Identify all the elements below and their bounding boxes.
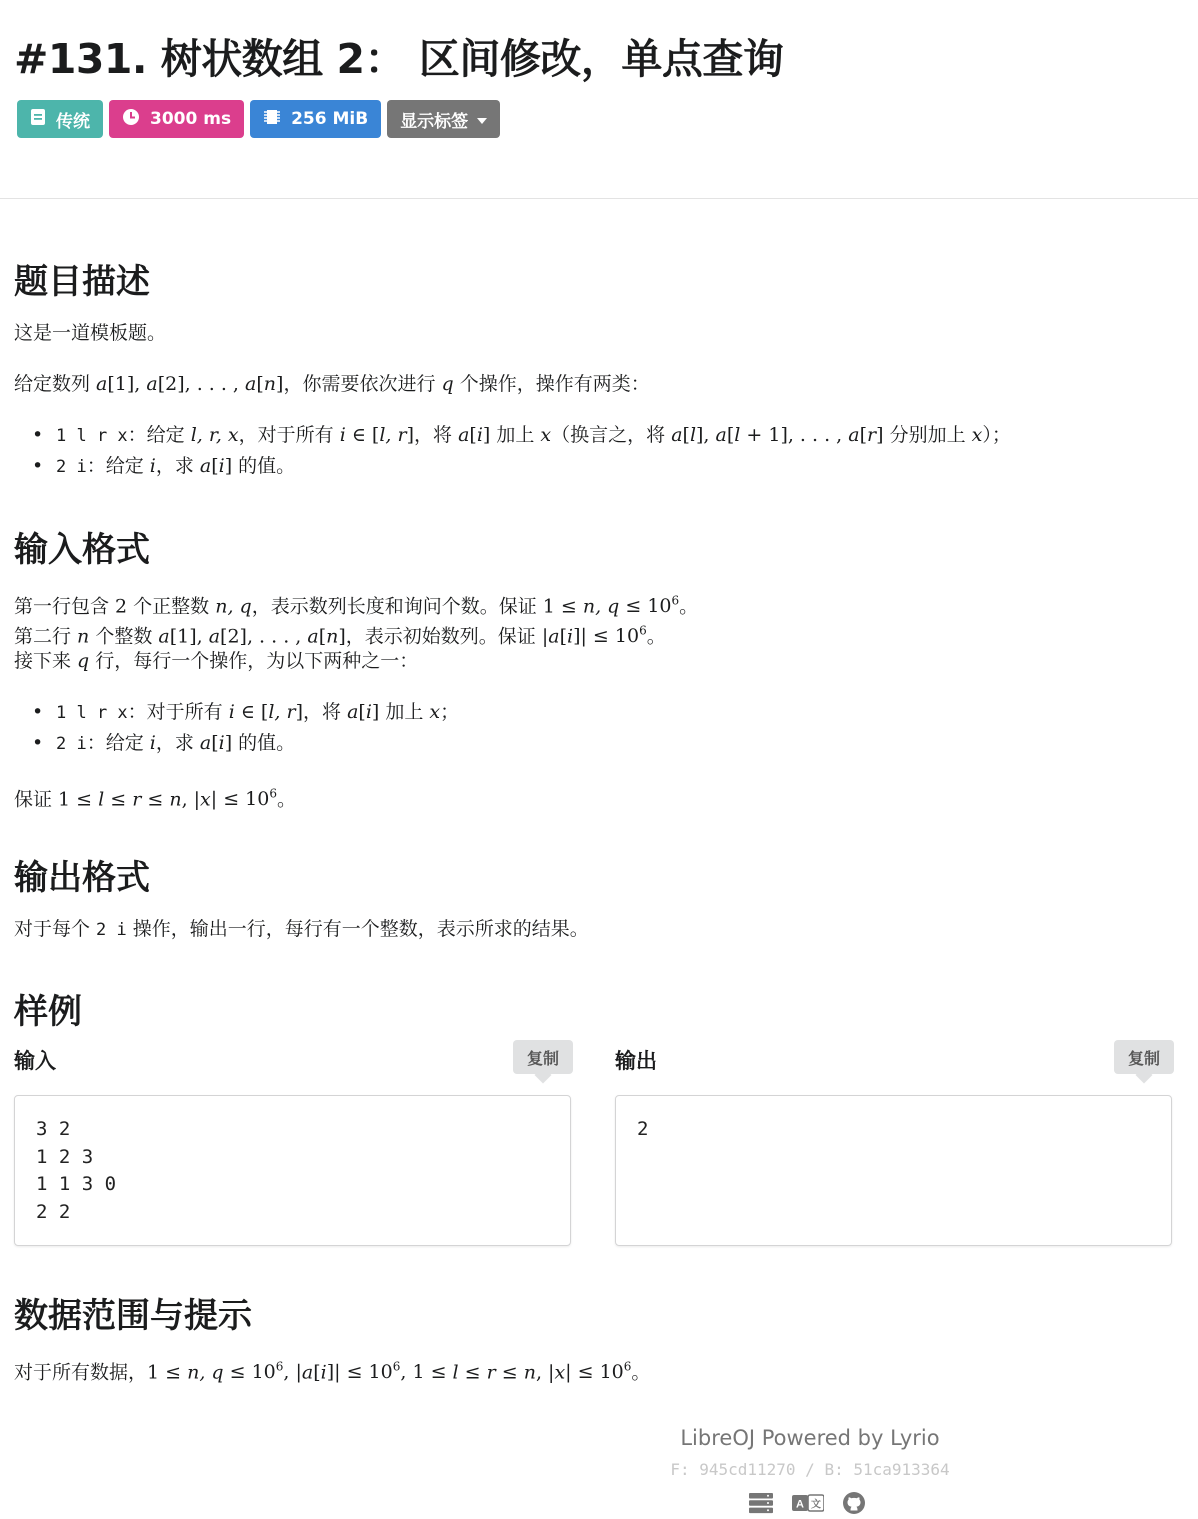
input-format-heading: 输入格式 [14, 530, 150, 570]
clock-icon [122, 108, 140, 131]
server-icon[interactable] [748, 1492, 774, 1518]
footer-icons [748, 1491, 866, 1519]
description-op2: • 2 i：给定 i，求 a[i] 的值。 [34, 451, 295, 482]
memory-limit-label [250, 100, 381, 138]
samples-heading: 样例 [14, 992, 82, 1032]
svg-text:A: A [796, 1498, 804, 1511]
description-heading: 题目描述 [14, 262, 150, 302]
caret-down-icon [477, 109, 487, 129]
document-icon [30, 108, 46, 131]
footer-build: F: 945cd11270 / B: 51ca913364 [670, 1460, 950, 1479]
show-tags-button[interactable] [387, 100, 500, 138]
input-op1: • 1 l r x：对于所有 i ∈ [l, r]，将 a[i] 加上 x； [34, 697, 459, 728]
sample-input-box[interactable] [14, 1095, 571, 1246]
show-tags-text: 显示标签 [400, 111, 469, 132]
description-op1: • 1 l r x：给定 l, r, x，对于所有 i ∈ [l, r]，将 a[i] 加上 x（换言之，将 a[l], a[l + 1], . . . , a[r] 分别加上 x）； [34, 420, 1011, 451]
svg-text:文: 文 [811, 1499, 821, 1511]
description-p2: 给定数列 a[1], a[2], . . . , a[n]，你需要依次进行 q 个操作，操作有两类： [14, 373, 650, 395]
input-op2: • 2 i：给定 i，求 a[i] 的值。 [34, 728, 295, 759]
memory-limit-text: 256 MiB [291, 109, 369, 129]
chip-icon [263, 108, 281, 131]
type-label-text: 传统 [56, 111, 90, 132]
sample-input-value: 3 2 1 2 3 1 1 3 0 2 2 [36, 1118, 117, 1223]
input-guarantee: 保证 1 ≤ l ≤ r ≤ n, $|x| \le 10^6$。 [14, 787, 296, 811]
output-text: 对于每个 2 i 操作，输出一行，每行有一个整数，表示所求的结果。 [14, 918, 589, 940]
header-divider [0, 198, 1198, 199]
problem-labels [17, 100, 500, 138]
input-line1: 第一行包含 2 个正整数 n, q，表示数列长度和询问个数。保证 1 ≤ n, $q \le 10^6$。 [14, 594, 699, 618]
sample-output-value: 2 [637, 1118, 649, 1140]
type-label [17, 100, 103, 138]
footer-powered: LibreOJ Powered by Lyrio [680, 1426, 940, 1450]
copy-input-button[interactable]: 复制 [513, 1040, 573, 1074]
sample-output-box[interactable] [615, 1095, 1172, 1246]
language-icon[interactable] [792, 1494, 824, 1516]
output-format-heading: 输出格式 [14, 858, 150, 898]
copy-output-button[interactable]: 复制 [1114, 1040, 1174, 1074]
sample-input-label: 输入 [14, 1049, 56, 1073]
time-limit-label [109, 100, 244, 138]
constraints-heading: 数据范围与提示 [14, 1296, 252, 1336]
description-p1: 这是一道模板题。 [14, 322, 167, 344]
time-limit-text: 3000 ms [150, 109, 232, 129]
sample-output-label: 输出 [615, 1049, 657, 1073]
input-line3: 接下来 q 行，每行一个操作，为以下两种之一： [14, 650, 419, 672]
page-title: #131. 树状数组 2： 区间修改，单点查询 [14, 35, 784, 83]
github-icon[interactable] [842, 1491, 866, 1519]
constraints-text: 对于所有数据，1 ≤ n, $q \le 10^6$, $|a[i]| \le 10^6$, 1 ≤ l ≤ r ≤ n, $|x| \le 10^6$。 [14, 1360, 651, 1384]
input-line2: 第二行 n 个整数 a[1], a[2], . . . , a[n]，表示初始数列。保证 $|a[i]| \le 10^6$。 [14, 624, 666, 648]
